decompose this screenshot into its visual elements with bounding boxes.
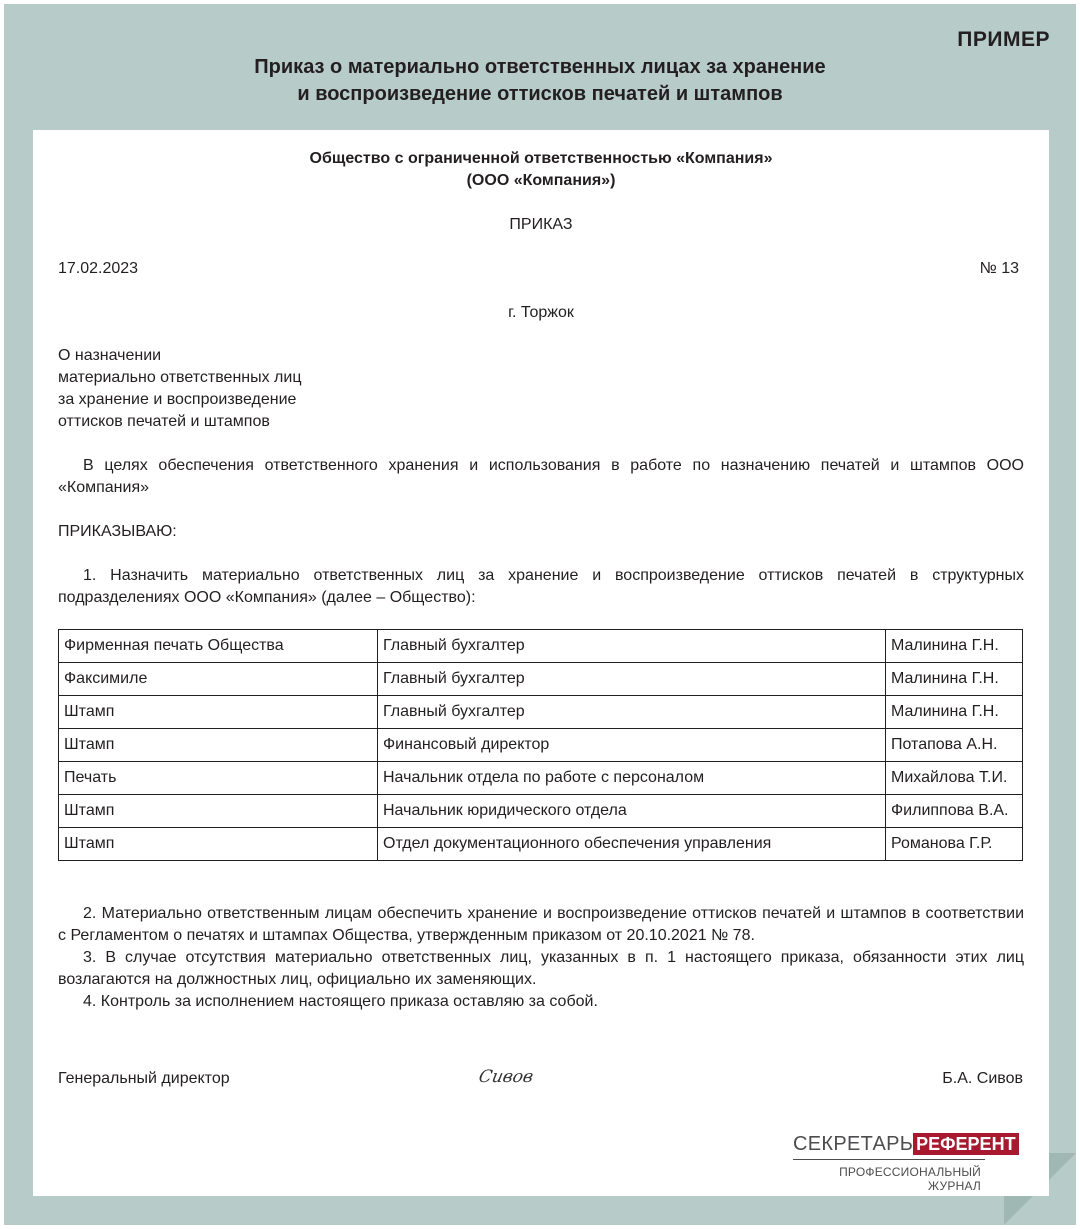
position-cell: Главный бухгалтер <box>378 663 886 696</box>
table-row <box>59 795 1023 828</box>
seal-type-cell: Штамп <box>59 729 378 762</box>
frame-title-line1: Приказ о материально ответственных лицах за хранение <box>254 56 826 78</box>
publisher-logo <box>793 1133 1019 1193</box>
frame-title <box>0 54 1080 108</box>
person-cell: Малинина Г.Н. <box>886 663 1023 696</box>
position-cell: Начальник отдела по работе с персоналом <box>378 762 886 795</box>
person-cell: Потапова А.Н. <box>886 729 1023 762</box>
organization-short-name: (ООО «Компания») <box>466 172 616 189</box>
order-word: ПРИКАЗЫВАЮ: <box>58 523 177 540</box>
organization-name <box>33 148 1049 192</box>
subject-line: О назначении <box>58 347 162 364</box>
item-4-paragraph: 4. Контроль за исполнением настоящего приказа оставляю за собой. <box>83 993 598 1010</box>
document-date: 17.02.2023 <box>58 260 139 277</box>
table-row <box>59 828 1023 861</box>
table-row <box>59 762 1023 795</box>
document-page <box>33 130 1049 1196</box>
logo-tagline: ПРОФЕССИОНАЛЬНЫЙ ЖУРНАЛ <box>839 1165 981 1193</box>
responsible-persons-table <box>58 629 1023 861</box>
table-row <box>59 630 1023 663</box>
person-cell: Романова Г.Р. <box>886 828 1023 861</box>
position-cell: Отдел документационного обеспечения управления <box>378 828 886 861</box>
organization-full-name: Общество с ограниченной ответственностью «Компания» <box>309 150 773 167</box>
document-city: г. Торжок <box>508 304 574 321</box>
seal-type-cell: Штамп <box>59 828 378 861</box>
intro-paragraph: В целях обеспечения ответственного хранения и использования в работе по назначению печатей и штампов ООО «Компания» <box>58 457 1024 496</box>
seal-type-cell: Факсимиле <box>59 663 378 696</box>
document-subject <box>58 345 358 433</box>
item-3-paragraph: 3. В случае отсутствия материально ответственных лиц, указанных в п. 1 настоящего приказа, обязанности этих лиц возлагаются на должностных лиц, официально их заменяющих. <box>58 949 1024 988</box>
seal-type-cell: Печать <box>59 762 378 795</box>
person-cell: Михайлова Т.И. <box>886 762 1023 795</box>
signer-name: Б.А. Сивов <box>942 1070 1023 1087</box>
table-row <box>59 696 1023 729</box>
sample-label: ПРИМЕР <box>957 28 1050 51</box>
handwritten-signature: Сивов <box>476 1067 536 1087</box>
table-row <box>59 663 1023 696</box>
logo-word-referent: РЕФЕРЕНТ <box>913 1133 1018 1155</box>
position-cell: Финансовый директор <box>378 729 886 762</box>
seal-type-cell: Фирменная печать Общества <box>59 630 378 663</box>
subject-line: за хранение и воспроизведение <box>58 391 297 408</box>
position-cell: Главный бухгалтер <box>378 696 886 729</box>
subject-line: оттисков печатей и штампов <box>58 413 270 430</box>
item-1-paragraph: 1. Назначить материально ответственных лиц за хранение и воспроизведение оттисков печатей в структурных подразделениях ООО «Компания» (далее – Общество): <box>58 567 1024 606</box>
person-cell: Малинина Г.Н. <box>886 630 1023 663</box>
logo-rule <box>793 1159 985 1160</box>
position-cell: Начальник юридического отдела <box>378 795 886 828</box>
logo-word-secretary: СЕКРЕТАРЬ <box>793 1133 914 1155</box>
frame-title-line2: и воспроизведение оттисков печатей и штампов <box>297 83 783 105</box>
signer-position: Генеральный директор <box>58 1070 230 1087</box>
subject-line: материально ответственных лиц <box>58 369 302 386</box>
seal-type-cell: Штамп <box>59 696 378 729</box>
person-cell: Филиппова В.А. <box>886 795 1023 828</box>
position-cell: Главный бухгалтер <box>378 630 886 663</box>
order-items <box>58 903 1024 1013</box>
document-type: ПРИКАЗ <box>509 216 573 233</box>
publisher-logo-wordmark <box>793 1133 1019 1155</box>
table-row <box>59 729 1023 762</box>
item-2-paragraph: 2. Материально ответственным лицам обеспечить хранение и воспроизведение оттисков печатей и штампов в соответствии с Регламентом о печатях и штампах Общества, утвержденным приказом от 20.10.2021 № 78. <box>58 905 1024 944</box>
person-cell: Малинина Г.Н. <box>886 696 1023 729</box>
document-number: № 13 <box>979 260 1019 277</box>
seal-type-cell: Штамп <box>59 795 378 828</box>
